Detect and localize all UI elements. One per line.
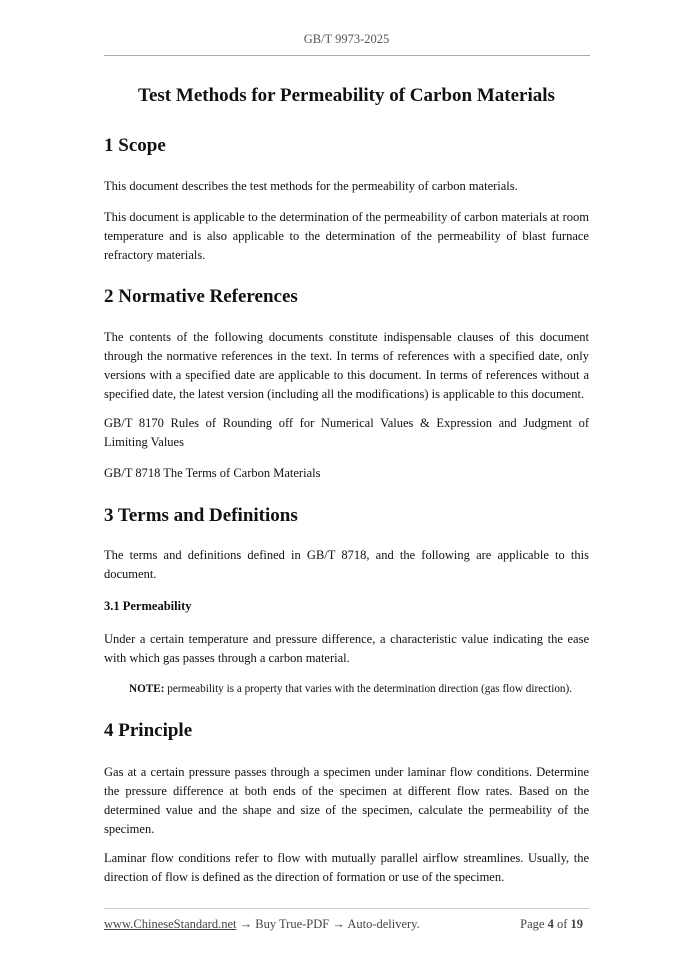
header-divider — [104, 55, 590, 56]
paragraph: Laminar flow conditions refer to flow with mutually parallel airflow streamlines. Usually, the direction of flow is defined as the direction of formation or use of the specimen. — [104, 851, 589, 884]
paragraph: This document describes the test methods for the permeability of carbon materials. — [104, 179, 518, 193]
note — [129, 680, 589, 698]
buy-text: Buy True-PDF — [255, 917, 330, 931]
section-heading-principle: 4 Principle — [104, 720, 193, 741]
delivery-text: Auto-delivery. — [347, 917, 420, 931]
document-title: Test Methods for Permeability of Carbon Materials — [138, 85, 555, 106]
subsection-heading: 3.1 Permeability — [104, 599, 192, 613]
page-number — [520, 917, 583, 932]
arrow-icon: → — [329, 917, 348, 931]
page-label: Page — [520, 917, 548, 931]
footer-divider — [104, 908, 590, 909]
website-link[interactable]: www.ChineseStandard.net — [104, 917, 237, 931]
footer-left — [104, 917, 420, 932]
paragraph: Under a certain temperature and pressure difference, a characteristic value indicating the ease with which gas passes through a carbon material. — [104, 632, 589, 665]
paragraph: The terms and definitions defined in GB/T 8718, and the following are applicable to this document. — [104, 548, 589, 581]
footer — [104, 917, 589, 932]
of-label: of — [553, 917, 571, 931]
paragraph: The contents of the following documents constitute indispensable clauses of this document through the normative references in the text. In terms of references with a specified date, only versions with a specified date are applicable to this document. In terms of references without a specified date, the latest version (including all the modifications) is applicable to this document. — [104, 330, 589, 401]
total-pages: 19 — [570, 917, 583, 931]
paragraph: This document is applicable to the determination of the permeability of carbon materials at room temperature and is also applicable to the determination of the permeability of blast furnace refractory materials. — [104, 210, 589, 262]
arrow-icon: → — [236, 917, 256, 931]
note-text: permeability is a property that varies with the determination direction (gas flow direction). — [164, 683, 573, 695]
note-label: NOTE: — [129, 683, 165, 695]
section-heading-scope: 1 Scope — [104, 135, 166, 156]
section-heading-normative-references: 2 Normative References — [104, 286, 298, 307]
paragraph: Gas at a certain pressure passes through a specimen under laminar flow conditions. Determine the pressure difference at both ends of the specimen at different flow rates. Based on the determined value and the shape and size of the specimen, calculate the permeability of the specimen. — [104, 765, 589, 836]
section-heading-terms: 3 Terms and Definitions — [104, 505, 298, 526]
reference-item: GB/T 8718 The Terms of Carbon Materials — [104, 466, 321, 480]
reference-item: GB/T 8170 Rules of Rounding off for Numerical Values & Expression and Judgment of Limiting Values — [104, 416, 589, 449]
current-page: 4 — [547, 917, 554, 931]
running-header: GB/T 9973-2025 — [303, 32, 390, 46]
